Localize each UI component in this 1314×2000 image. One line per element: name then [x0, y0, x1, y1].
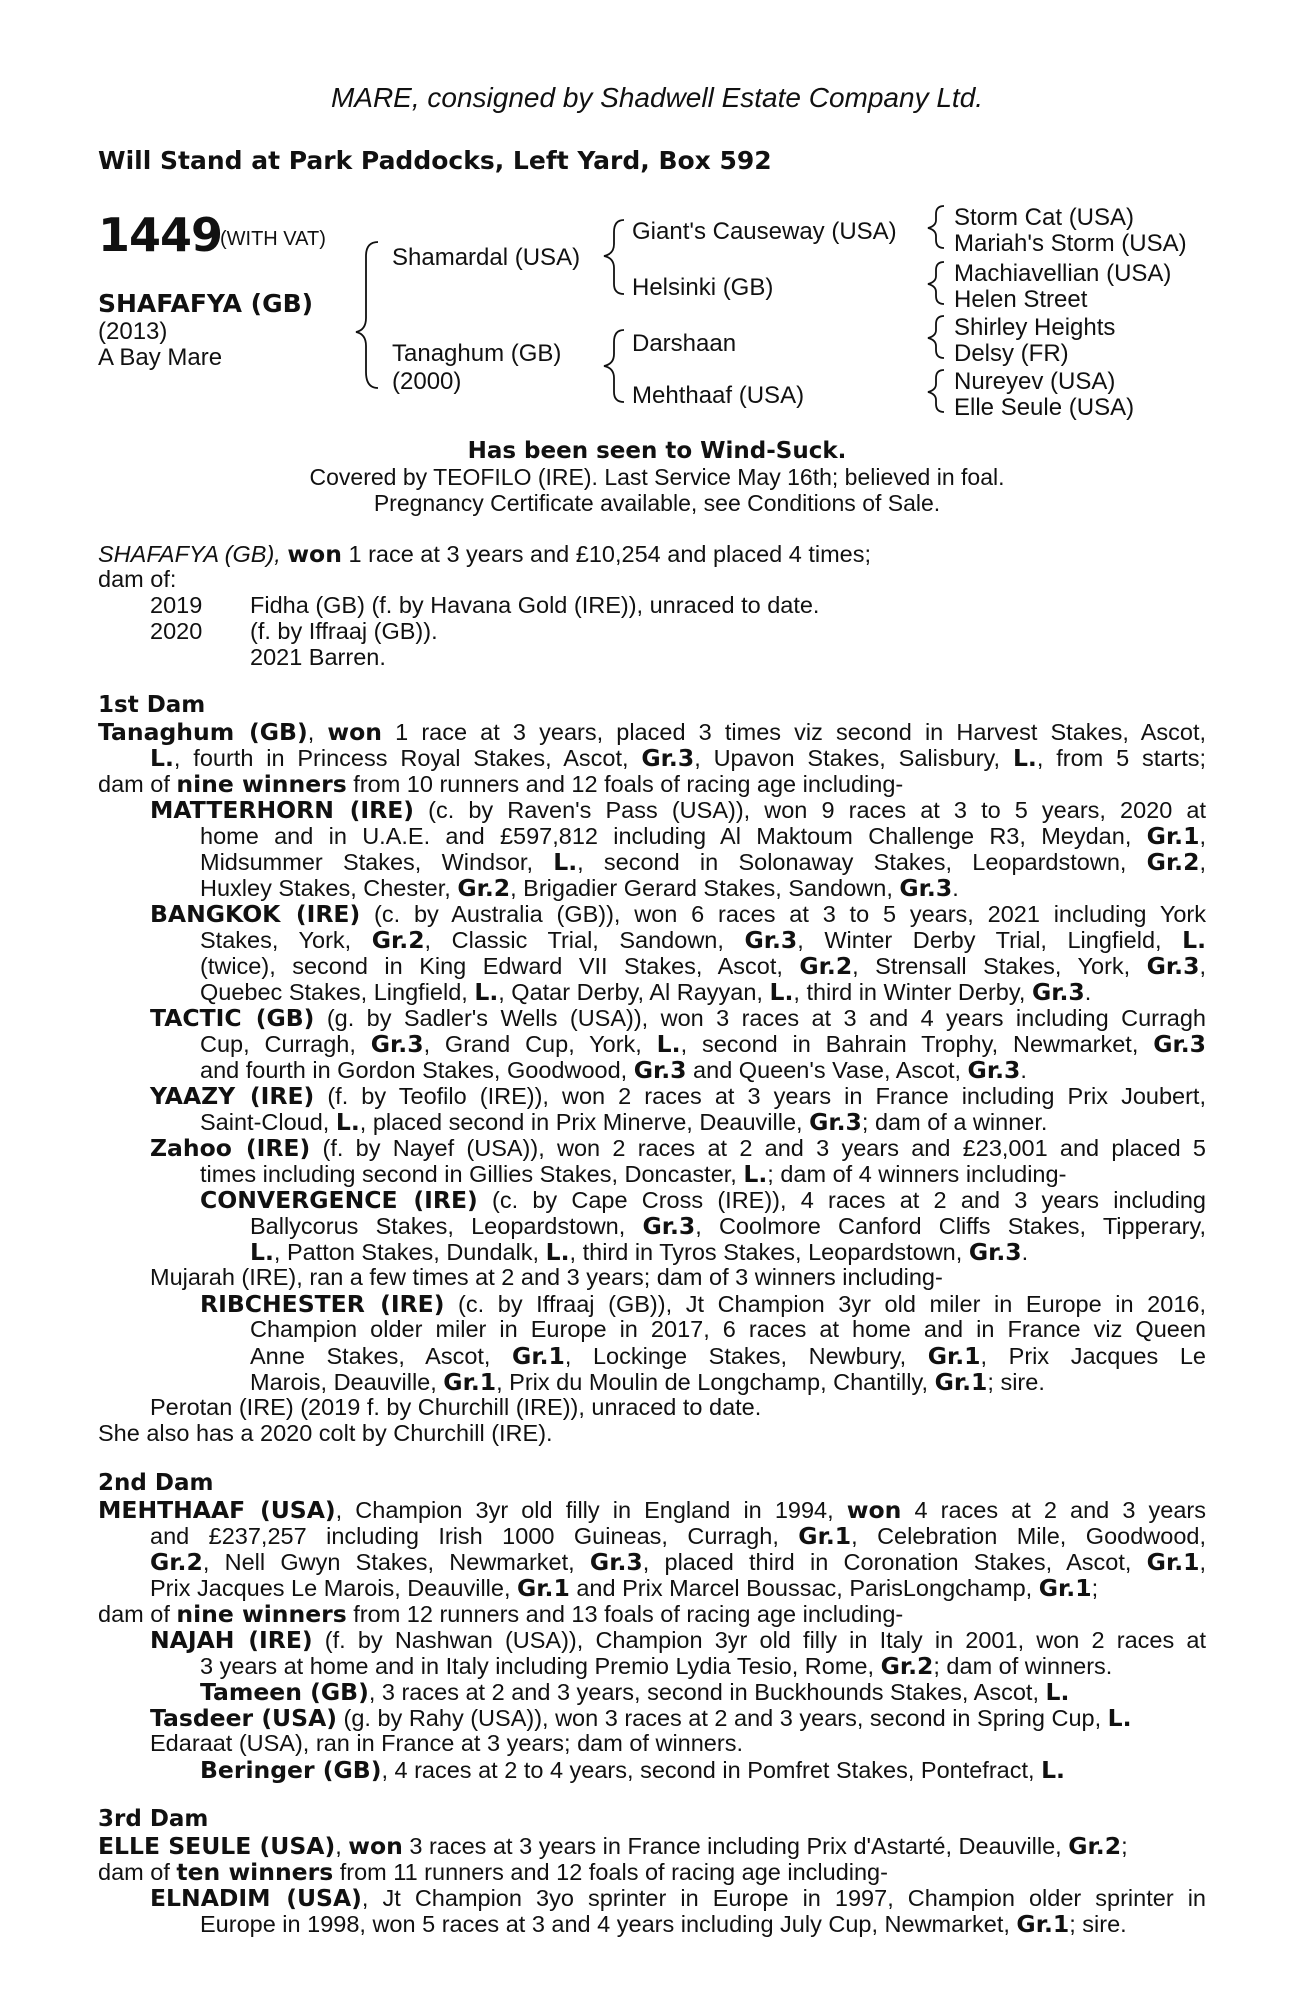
lot-number: 1449 [98, 208, 223, 262]
text-line: Zahoo (IRE) (f. by Nayef (USA)), won 2 races at 2 and 3 years and £23,001 and placed 5 [150, 1134, 1206, 1162]
text-line: Gr.2, Nell Gwyn Stakes, Newmarket, Gr.3, placed third in Coronation Stakes, Ascot, Gr.1, [150, 1548, 1207, 1576]
text-line: CONVERGENCE (IRE) (c. by Cape Cross (IRE)), 4 races at 2 and 3 years including [200, 1186, 1206, 1214]
pregnancy-note: Pregnancy Certificate available, see Conditions of Sale. [373, 490, 941, 516]
horse-name: SHAFAFYA (GB) [98, 289, 314, 318]
text-line: MATTERHORN (IRE) (c. by Raven's Pass (USA)), won 9 races at 3 to 5 years, 2020 at [150, 796, 1206, 824]
second-dam-heading: 2nd Dam [98, 1470, 214, 1496]
produce-item: (f. by Iffraaj (GB)). [250, 618, 438, 644]
page-title: MARE, consigned by Shadwell Estate Company Ltd. [330, 82, 984, 113]
pedigree-sdd: Helen Street [954, 286, 1088, 313]
text-line: Ballycorus Stakes, Leopardstown, Gr.3, Coolmore Canford Cliffs Stakes, Tipperary, [250, 1212, 1206, 1240]
text-line: dam of ten winners from 11 runners and 12 foals of racing age including- [98, 1858, 888, 1886]
horse-description: A Bay Mare [98, 344, 223, 371]
text-line: Edaraat (USA), ran in France at 3 years; dam of winners. [150, 1730, 743, 1756]
produce-summary [98, 540, 871, 568]
text-line: YAAZY (IRE) (f. by Teofilo (IRE)), won 2 races at 3 years in France including Prix Joubert, [150, 1082, 1206, 1110]
pedigree-sire: Shamardal (USA) [392, 244, 581, 271]
text-line: Cup, Curragh, Gr.3, Grand Cup, York, L., second in Bahrain Trophy, Newmarket, Gr.3 [200, 1030, 1206, 1058]
text-line: dam of nine winners from 10 runners and 12 foals of racing age including- [98, 770, 904, 798]
text-line: Perotan (IRE) (2019 f. by Churchill (IRE)), unraced to date. [150, 1394, 762, 1420]
third-dam-heading: 3rd Dam [98, 1806, 209, 1832]
pedigree-dam-year: (2000) [392, 368, 462, 395]
text-line: home and in U.A.E. and £597,812 including Al Maktoum Challenge R3, Meydan, Gr.1, [200, 822, 1206, 850]
produce-year: 2020 [150, 618, 203, 644]
pedigree-dam: Tanaghum (GB) [392, 340, 562, 367]
covered-note: Covered by TEOFILO (IRE). Last Service May 16th; believed in foal. [309, 464, 1005, 490]
produce-record: 1 race at 3 years and £10,254 and placed 4 times; [348, 541, 872, 567]
text-line: Beringer (GB), 4 races at 2 to 4 years, second in Pomfret Stakes, Pontefract, L. [200, 1756, 1065, 1784]
pedigree-sds: Machiavellian (USA) [954, 260, 1172, 287]
text-line: (twice), second in King Edward VII Stakes, Ascot, Gr.2, Strensall Stakes, York, Gr.3, [200, 952, 1206, 980]
text-line: 3 years at home and in Italy including Premio Lydia Tesio, Rome, Gr.2; dam of winners. [200, 1652, 1113, 1680]
wind-suck-note: Has been seen to Wind-Suck. [467, 438, 847, 464]
produce-year: 2019 [150, 592, 203, 618]
pedigree-sss: Storm Cat (USA) [954, 204, 1135, 231]
produce-item: 2021 Barren. [250, 644, 386, 670]
first-dam-heading: 1st Dam [98, 692, 206, 718]
text-line: Quebec Stakes, Lingfield, L., Qatar Derby, Al Rayyan, L., third in Winter Derby, Gr.3. [200, 978, 1092, 1006]
stand-location: Will Stand at Park Paddocks, Left Yard, Box 592 [98, 146, 772, 175]
text-line: MEHTHAAF (USA), Champion 3yr old filly in England in 1994, won 4 races at 2 and 3 years [98, 1496, 1206, 1524]
text-line: Stakes, York, Gr.2, Classic Trial, Sandown, Gr.3, Winter Derby Trial, Lingfield, L. [200, 926, 1207, 954]
lot-vat: (WITH VAT) [220, 228, 326, 250]
text-line: Marois, Deauville, Gr.1, Prix du Moulin de Longchamp, Chantilly, Gr.1; sire. [250, 1368, 1045, 1396]
produce-dam-of: dam of: [98, 566, 177, 592]
text-line: dam of nine winners from 12 runners and 13 foals of racing age including- [98, 1600, 904, 1628]
pedigree-ssd: Mariah's Storm (USA) [954, 230, 1187, 257]
pedigree-dsd: Delsy (FR) [954, 340, 1069, 367]
horse-year: (2013) [98, 318, 168, 345]
pedigree-dds: Nureyev (USA) [954, 368, 1116, 395]
text-line: Mujarah (IRE), ran a few times at 2 and 3 years; dam of 3 winners including- [150, 1264, 943, 1290]
text-line: L., fourth in Princess Royal Stakes, Ascot, Gr.3, Upavon Stakes, Salisbury, L., from 5 starts; [150, 744, 1207, 772]
text-line: Tasdeer (USA) (g. by Rahy (USA)), won 3 races at 2 and 3 years, second in Spring Cup, L. [150, 1704, 1132, 1732]
text-line: L., Patton Stakes, Dundalk, L., third in Tyros Stakes, Leopardstown, Gr.3. [250, 1238, 1029, 1266]
text-line: She also has a 2020 colt by Churchill (IRE). [98, 1420, 553, 1446]
text-line: Anne Stakes, Ascot, Gr.1, Lockinge Stakes, Newbury, Gr.1, Prix Jacques Le [250, 1342, 1206, 1370]
text-line: Saint-Cloud, L., placed second in Prix Minerve, Deauville, Gr.3; dam of a winner. [200, 1108, 1048, 1136]
produce-item: Fidha (GB) (f. by Havana Gold (IRE)), unraced to date. [250, 592, 820, 618]
pedigree-dss: Shirley Heights [954, 314, 1116, 341]
text-line: and £237,257 including Irish 1000 Guineas, Curragh, Gr.1, Celebration Mile, Goodwood, [150, 1522, 1206, 1550]
pedigree-sire-dam: Helsinki (GB) [632, 274, 774, 301]
text-line: ELLE SEULE (USA), won 3 races at 3 years in France including Prix d'Astarté, Deauville, Gr.2; [98, 1832, 1128, 1860]
text-line: Midsummer Stakes, Windsor, L., second in Solonaway Stakes, Leopardstown, Gr.2, [200, 848, 1206, 876]
pedigree-dam-dam: Mehthaaf (USA) [632, 382, 805, 409]
text-line: Huxley Stakes, Chester, Gr.2, Brigadier Gerard Stakes, Sandown, Gr.3. [200, 874, 959, 902]
text-line: Prix Jacques Le Marois, Deauville, Gr.1 and Prix Marcel Boussac, ParisLongchamp, Gr.1; [150, 1574, 1099, 1602]
pedigree-dam-sire: Darshaan [632, 330, 737, 357]
produce-won: won [287, 540, 342, 568]
text-line: Europe in 1998, won 5 races at 3 and 4 years including July Cup, Newmarket, Gr.1; sire. [200, 1910, 1127, 1938]
text-line: BANGKOK (IRE) (c. by Australia (GB)), won 6 races at 3 to 5 years, 2021 including York [150, 900, 1206, 928]
text-line: NAJAH (IRE) (f. by Nashwan (USA)), Champion 3yr old filly in Italy in 2001, won 2 races at [150, 1626, 1206, 1654]
text-line: Champion older miler in Europe in 2017, 6 races at home and in France viz Queen [250, 1316, 1206, 1342]
text-line: and fourth in Gordon Stakes, Goodwood, Gr.3 and Queen's Vase, Ascot, Gr.3. [200, 1056, 1027, 1084]
text-line: TACTIC (GB) (g. by Sadler's Wells (USA)), won 3 races at 3 and 4 years including Curragh [150, 1004, 1206, 1032]
produce-mare: SHAFAFYA (GB), [98, 541, 281, 567]
pedigree-sire-sire: Giant's Causeway (USA) [632, 218, 897, 245]
text-line: Tanaghum (GB), won 1 race at 3 years, placed 3 times viz second in Harvest Stakes, Ascot, [98, 718, 1207, 746]
pedigree-ddd: Elle Seule (USA) [954, 394, 1135, 421]
text-line: RIBCHESTER (IRE) (c. by Iffraaj (GB)), Jt Champion 3yr old miler in Europe in 2016, [200, 1290, 1206, 1318]
text-line: ELNADIM (USA), Jt Champion 3yo sprinter in Europe in 1997, Champion older sprinter in [150, 1884, 1206, 1912]
text-line: times including second in Gillies Stakes, Doncaster, L.; dam of 4 winners including- [200, 1160, 1067, 1188]
text-line: Tameen (GB), 3 races at 2 and 3 years, second in Buckhounds Stakes, Ascot, L. [200, 1678, 1070, 1706]
